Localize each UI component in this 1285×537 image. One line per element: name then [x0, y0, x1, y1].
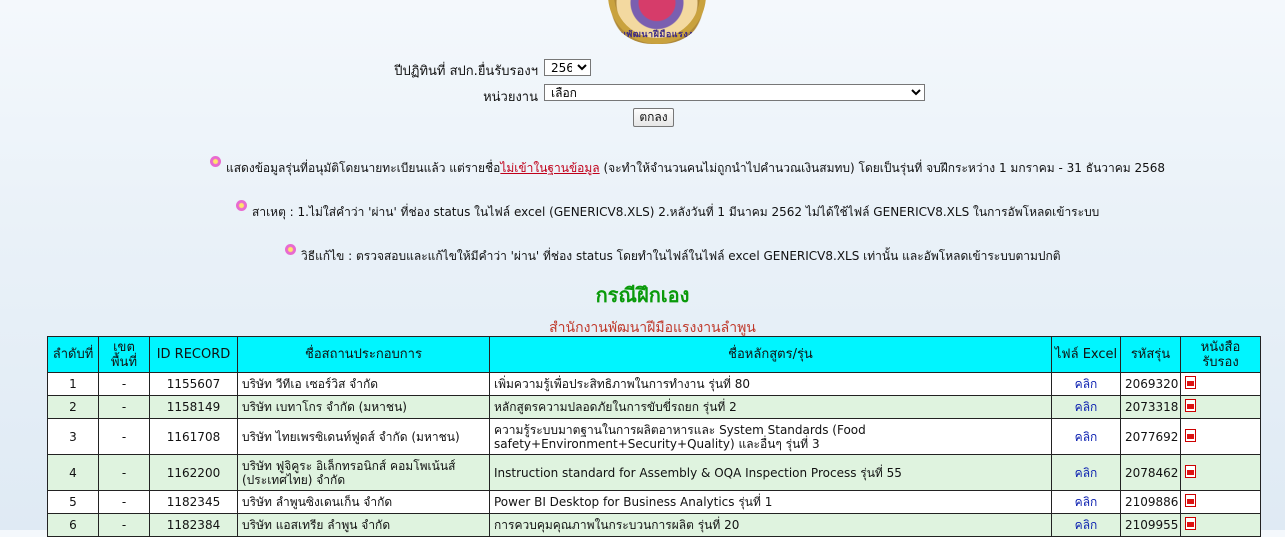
flower-bullet-icon — [210, 156, 221, 167]
row-no: 5 — [48, 491, 99, 514]
note-unregistered — [210, 159, 1165, 178]
header-generation-code: รหัสรุ่น — [1121, 337, 1181, 373]
row-company: บริษัท ลำพูนซิงเดนเก็น จำกัด — [238, 491, 490, 514]
row-generation-code: 2109886 — [1121, 491, 1181, 514]
pdf-icon[interactable] — [1185, 517, 1196, 530]
row-generation-code: 2069320 — [1121, 373, 1181, 396]
note-fix — [285, 247, 1061, 266]
header-excel: ไฟล์ Excel — [1052, 337, 1121, 373]
note3-text: วิธีแก้ไข : ตรวจสอบและแก้ไขให้มีคำว่า 'ผ่าน' ที่ช่อง status โดยทำในไฟล์ในไฟล์ excel GENERICV8.XLS เท่านั้น และอัพโหลดเข้าระบบตามปกติ — [301, 249, 1061, 263]
row-no: 3 — [48, 419, 99, 455]
header-certificate: หนังสือรับรอง — [1181, 337, 1261, 373]
note1-text-after: (จะทำให้จำนวนคนไม่ถูกนำไปคำนวณเงินสมทบ) โดยเป็นรุ่นที่ จบฝึกระหว่าง 1 มกราคม - 31 ธันวาคม 2568 — [599, 161, 1166, 175]
note1-text-before: แสดงข้อมูลรุ่นที่อนุมัติโดยนายทะเบียนแล้ว แต่รายชื่อ — [226, 161, 501, 175]
row-course: การควบคุมคุณภาพในกระบวนการผลิต รุ่นที่ 20 — [490, 514, 1052, 537]
excel-link[interactable]: คลิก — [1052, 514, 1121, 537]
row-id-record: 1161708 — [150, 419, 238, 455]
header-company: ชื่อสถานประกอบการ — [238, 337, 490, 373]
row-no: 6 — [48, 514, 99, 537]
row-id-record: 1182345 — [150, 491, 238, 514]
table-row — [48, 491, 1261, 514]
header-no: ลำดับที่ — [48, 337, 99, 373]
row-certificate — [1181, 419, 1261, 455]
row-generation-code: 2109955 — [1121, 514, 1181, 537]
row-certificate — [1181, 491, 1261, 514]
row-no: 1 — [48, 373, 99, 396]
agency-select[interactable] — [544, 84, 925, 101]
table-row — [48, 396, 1261, 419]
pdf-icon[interactable] — [1185, 399, 1196, 412]
note2-text: สาเหตุ : 1.ไม่ใส่คำว่า 'ผ่าน' ที่ช่อง status ในไฟล์ excel (GENERICV8.XLS) 2.หลังวันที่ 1 มีนาคม 2562 ไม่ได้ใช้ไฟล์ GENERICV8.XLS ในการอัพโหลดเข้าระบบ — [252, 205, 1100, 219]
row-id-record: 1155607 — [150, 373, 238, 396]
header-course: ชื่อหลักสูตร/รุ่น — [490, 337, 1052, 373]
table-row — [48, 455, 1261, 491]
flower-bullet-icon — [285, 244, 296, 255]
row-generation-code: 2077692 — [1121, 419, 1181, 455]
row-zone: - — [99, 373, 150, 396]
row-company: บริษัท วีทีเอ เซอร์วิส จำกัด — [238, 373, 490, 396]
office-name: สำนักงานพัฒนาฝีมือแรงงานลำพูน — [549, 320, 756, 336]
row-no: 4 — [48, 455, 99, 491]
row-course: หลักสูตรความปลอดภัยในการขับขี่รถยก รุ่นที่ 2 — [490, 396, 1052, 419]
row-id-record: 1162200 — [150, 455, 238, 491]
row-generation-code: 2078462 — [1121, 455, 1181, 491]
year-select[interactable] — [544, 59, 591, 76]
excel-link[interactable]: คลิก — [1052, 396, 1121, 419]
row-certificate — [1181, 373, 1261, 396]
flower-bullet-icon — [236, 200, 247, 211]
table-row — [48, 514, 1261, 537]
not-in-database-link[interactable]: ไม่เข้าในฐานข้อมูล — [500, 161, 600, 175]
row-certificate — [1181, 396, 1261, 419]
row-zone: - — [99, 491, 150, 514]
excel-link[interactable]: คลิก — [1052, 373, 1121, 396]
row-company: บริษัท ไทยเพรซิเดนท์ฟูดส์ จำกัด (มหาชน) — [238, 419, 490, 455]
row-id-record: 1182384 — [150, 514, 238, 537]
row-course: Instruction standard for Assembly & OQA Inspection Process รุ่นที่ 55 — [490, 455, 1052, 491]
pdf-icon[interactable] — [1185, 429, 1196, 442]
row-zone: - — [99, 455, 150, 491]
submit-button[interactable]: ตกลง — [633, 108, 674, 127]
row-company: บริษัท เบทาโกร จำกัด (มหาชน) — [238, 396, 490, 419]
row-company: บริษัท ฟูจิคูระ อิเล็กทรอนิกส์ คอมโพเน้นส์ (ประเทศไทย) จำกัด — [238, 455, 490, 491]
header-zone: เขตพื้นที่ — [99, 337, 150, 373]
agency-label: หน่วยงาน — [483, 90, 538, 105]
excel-link[interactable]: คลิก — [1052, 491, 1121, 514]
row-certificate — [1181, 455, 1261, 491]
row-course: Power BI Desktop for Business Analytics รุ่นที่ 1 — [490, 491, 1052, 514]
row-course: เพิ่มความรู้เพื่อประสิทธิภาพในการทำงาน รุ่นที่ 80 — [490, 373, 1052, 396]
row-course: ความรู้ระบบมาตฐานในการผลิตอาหารและ System Standards (Food safety+Environment+Security+Quality) และอื่นๆ รุ่นที่ 3 — [490, 419, 1052, 455]
row-zone: - — [99, 396, 150, 419]
table-header-row — [48, 337, 1261, 373]
excel-link[interactable]: คลิก — [1052, 419, 1121, 455]
pdf-icon[interactable] — [1185, 494, 1196, 507]
row-zone: - — [99, 514, 150, 537]
row-generation-code: 2073318 — [1121, 396, 1181, 419]
pdf-icon[interactable] — [1185, 465, 1196, 478]
logo-seal-text: กรมพัฒนาฝีมือแรงงาน — [608, 30, 706, 40]
agency-logo — [606, 0, 708, 44]
table-row — [48, 419, 1261, 455]
note-cause — [236, 203, 1099, 222]
row-zone: - — [99, 419, 150, 455]
results-table — [47, 336, 1261, 537]
header-id-record: ID RECORD — [150, 337, 238, 373]
row-no: 2 — [48, 396, 99, 419]
row-id-record: 1158149 — [150, 396, 238, 419]
section-title: กรณีฝึกเอง — [595, 283, 690, 307]
table-row — [48, 373, 1261, 396]
row-company: บริษัท แอสเทรีย ลำพูน จำกัด — [238, 514, 490, 537]
pdf-icon[interactable] — [1185, 376, 1196, 389]
excel-link[interactable]: คลิก — [1052, 455, 1121, 491]
year-label: ปีปฏิทินที่ สปก.ยื่นรับรองฯ — [394, 64, 538, 79]
row-certificate — [1181, 514, 1261, 537]
